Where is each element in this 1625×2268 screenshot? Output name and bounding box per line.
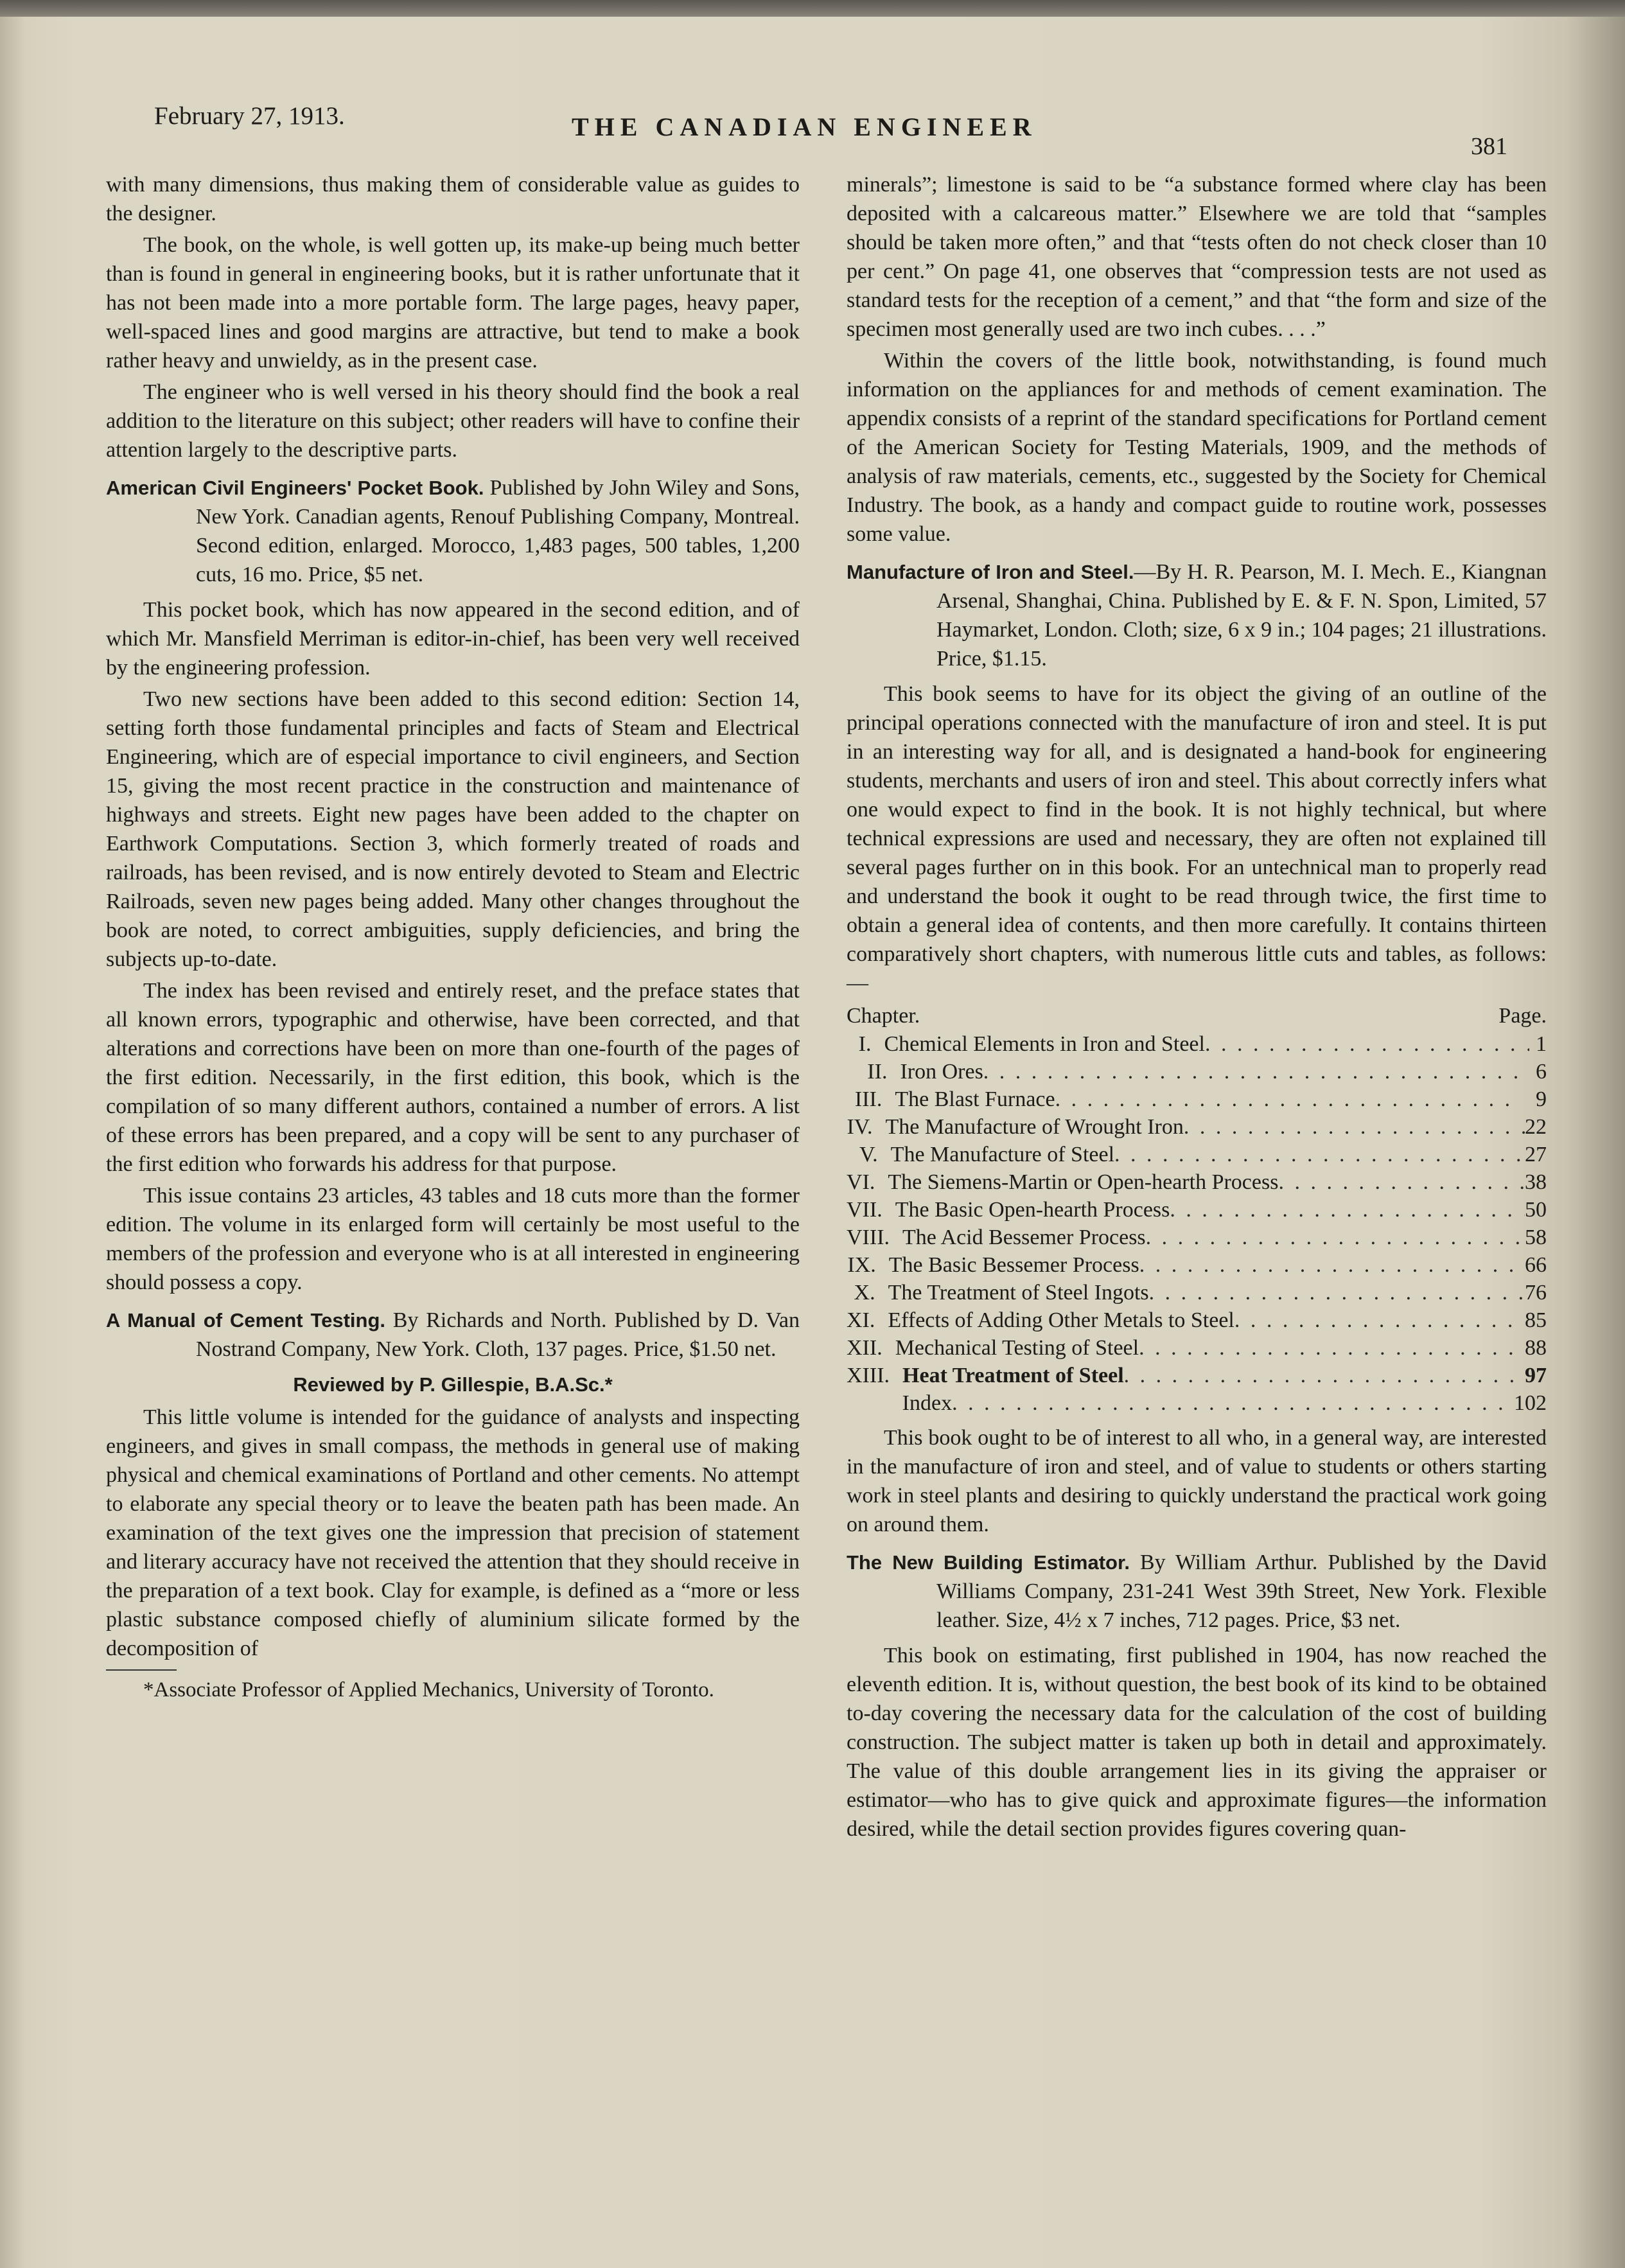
chapter-title: The Treatment of Steel Ingots <box>888 1281 1149 1305</box>
chapter-page: 66 <box>1525 1253 1547 1277</box>
chapter-number: X. <box>854 1281 875 1305</box>
chapter-table-header <box>847 1001 1547 1030</box>
chapter-page: 76 <box>1525 1281 1547 1305</box>
paragraph: Two new sections have been added to this second edition: Section 14, setting forth those fundamental principles and facts of Steam and Electrical Engineering, which are of especial importance to civil engineers, and Section 15, giving the most recent practice in the construction and maintenance of highways and streets. Eight new pages have been added to the chapter on Earthwork Computations. Section 3, which formerly treated of roads and railroads, has been revised, and is now entirely devoted to Steam and Electric Railroads, seven new pages being added. Many other changes throughout the book are noted, to correct ambiguities, supply deficiencies, and bring the subjects up-to-date. <box>106 687 800 971</box>
chapter-number: XII. <box>847 1336 883 1360</box>
chapter-row <box>847 1279 1547 1306</box>
chapter-row <box>847 1058 1547 1086</box>
chapter-number: VI. <box>847 1170 875 1194</box>
entry-publication: By William Arthur. Published by the David Williams Company, 231-241 West 39th Street, New York. Flexible leather. Size, 4½ x 7 inches, 712 pages. Price, $3 net. <box>936 1551 1547 1632</box>
header-date: February 27, 1913. <box>154 102 345 130</box>
chapter-title: Index <box>902 1391 953 1415</box>
chapter-page: 50 <box>1525 1198 1547 1222</box>
paragraph: This book on estimating, first published in 1904, has now reached the eleventh edition. It is, without question, the best book of its kind to be obtained to-day covering the necessary data for the calculation of the cost of building construction. The subject matter is taken up both in detail and approximately. The value of this double arrangement lies in its giving the appraiser or estimator—who has to give quick and approximate figures—the information desired, while the detail section provides figures covering quan- <box>847 1644 1547 1841</box>
leader-dots <box>1146 1224 1525 1251</box>
chapter-number: VII. <box>847 1198 883 1222</box>
chapter-row <box>847 1196 1547 1224</box>
leader-dots <box>1234 1306 1525 1334</box>
header-title: THE CANADIAN ENGINEER <box>572 112 1037 141</box>
book-edge <box>0 0 1625 17</box>
paragraph: This book ought to be of interest to all who, in a general way, are interested in the manufacture of iron and steel, and of value to students or others starting work in steel plants and desiring to quickly understand the practical work going on around them. <box>847 1426 1547 1536</box>
entry-publication: Published by John Wiley and Sons, New York. Canadian agents, Renouf Publishing Company, Montreal. Second edition, enlarged. Morocco, 1,483 pages, 500 tables, 1,200 cuts, 16 mo. Price, $5 net. <box>196 476 800 586</box>
leader-dots <box>1055 1086 1522 1113</box>
paragraph: with many dimensions, thus making them of considerable value as guides to the designer. <box>106 173 800 225</box>
chapter-title: Mechanical Testing of Steel <box>895 1336 1139 1360</box>
chapter-page: 97 <box>1525 1364 1547 1387</box>
chapter-number: IX. <box>847 1253 876 1277</box>
chapter-row <box>847 1362 1547 1389</box>
review-entry-pocket-book <box>106 473 800 589</box>
chapter-page: 9 <box>1536 1087 1547 1111</box>
chapter-row <box>847 1224 1547 1251</box>
leader-dots <box>1139 1251 1525 1279</box>
chapter-page: 88 <box>1525 1336 1547 1360</box>
leader-dots <box>1170 1196 1525 1224</box>
paragraph: This book seems to have for its object the giving of an outline of the principal operations connected with the manufacture of iron and steel. It is put in an interesting way for all, and is designated a hand-book for engineering students, merchants and users of iron and steel. This about correctly infers what one would expect to find in the book. It is not highly technical, but where technical expressions are used and necessary, they are often not explained till several pages further on in this book. For an untechnical man to properly read and understand the book it ought to be read through twice, the first time to obtain a general idea of contents, and then more carefully. It contains thirteen comparatively short chapters, with numerous little cuts and tables, as follows:— <box>847 682 1547 995</box>
page-column-label: Page. <box>1498 1004 1547 1028</box>
chapter-number: II. <box>867 1060 888 1084</box>
chapter-number: XI. <box>847 1308 875 1332</box>
entry-publication: By Richards and North. Published by D. Van Nostrand Company, New York. Cloth, 137 pages. Price, $1.50 net. <box>196 1308 800 1361</box>
chapter-title: The Acid Bessemer Process <box>902 1226 1146 1249</box>
leader-dots <box>983 1058 1518 1086</box>
leader-dots <box>1184 1113 1525 1141</box>
leader-dots <box>1205 1030 1529 1058</box>
chapter-row <box>847 1389 1547 1417</box>
chapter-page: 85 <box>1525 1308 1547 1332</box>
chapter-title: The Siemens-Martin or Open-hearth Process <box>888 1170 1279 1194</box>
leader-dots <box>1149 1279 1525 1306</box>
paragraph: Within the covers of the little book, notwithstanding, is found much information on the appliances for and methods of cement examination. The appendix consists of a reprint of the standard specifications for Portland cement of the American Society for Testing Materials, 1909, and the methods of analysis of raw materials, cements, etc., suggested by the Society for Chemical Industry. The book, as a handy and compact guide to routine work, possesses some value. <box>847 349 1547 546</box>
paragraph: The book, on the whole, is well gotten up, its make-up being much better than is found in general in engineering books, but it is rather unfortunate that it has not been made into a more portable form. The large pages, heavy paper, well-spaced lines and good margins are attractive, but tend to make a book rather heavy and unwieldy, as in the present case. <box>106 233 800 373</box>
chapter-number: XIII. <box>847 1364 890 1387</box>
chapter-page: 1 <box>1536 1032 1547 1056</box>
paragraph: minerals”; limestone is said to be “a substance formed where clay has been deposited with a calcareous matter.” Elsewhere we are told that “samples should be taken more often,” and that “tests often do not check closer than 10 per cent.” On page 41, one observes that “compression tests are not used as standard tests for the reception of a cement,” and that “the form and size of the specimen most generally used are two inch cubes. . . .” <box>847 173 1547 341</box>
chapter-page: 22 <box>1525 1115 1547 1139</box>
review-entry-cement-testing <box>106 1306 800 1364</box>
paragraph: The index has been revised and entirely reset, and the preface states that all known errors, typographic and otherwise, have been corrected, and that alterations and corrections have been on more than one-fourth of the pages of the first edition. Necessarily, in the first edition, this book, which is the compilation of so many different authors, contained a number of errors. A list of these errors has been prepared, and a copy will be sent to any purchaser of the first edition who forwards his address for that purpose. <box>106 979 800 1176</box>
left-column <box>106 170 800 1707</box>
chapter-row <box>847 1141 1547 1168</box>
chapter-row <box>847 1306 1547 1334</box>
chapter-number: I. <box>858 1032 872 1056</box>
chapter-number: III. <box>854 1087 883 1111</box>
chapter-number: IV. <box>847 1115 873 1139</box>
paragraph: This issue contains 23 articles, 43 tables and 18 cuts more than the former edition. The volume in its enlarged form will certainly be most useful to the members of the profession and everyone who is at all interested in engineering should possess a copy. <box>106 1184 800 1294</box>
chapter-title: The Manufacture of Steel <box>890 1143 1115 1166</box>
review-entry-iron-steel <box>847 558 1547 673</box>
entry-title: Manufacture of Iron and Steel. <box>847 561 1134 583</box>
chapter-row <box>847 1168 1547 1196</box>
chapter-title: The Basic Open-hearth Process <box>895 1198 1170 1222</box>
footnote: *Associate Professor of Applied Mechanics, University of Toronto. <box>143 1678 714 1701</box>
entry-publication: —By H. R. Pearson, M. I. Mech. E., Kiangnan Arsenal, Shanghai, China. Published by E. & F. N. Spon, Limited, 57 Haymarket, London. Cloth; size, 6 x 9 in.; 104 pages; 21 illustrations. Price, $1.15. <box>936 560 1547 671</box>
review-entry-building-estimator <box>847 1548 1547 1635</box>
leader-dots <box>1114 1141 1525 1168</box>
chapter-title: The Manufacture of Wrought Iron <box>885 1115 1184 1139</box>
chapter-row <box>847 1086 1547 1113</box>
leader-dots <box>1139 1334 1525 1362</box>
chapter-page: 38 <box>1525 1170 1547 1194</box>
chapter-title: Iron Ores <box>900 1060 983 1084</box>
chapter-page: 6 <box>1536 1060 1547 1084</box>
chapter-number: VIII. <box>847 1226 890 1249</box>
chapter-title: Heat Treatment of Steel <box>902 1364 1124 1387</box>
paragraph: This little volume is intended for the guidance of analysts and inspecting engineers, and gives in small compass, the methods in general use of making physical and chemical examinations of Portland and other cements. No attempt to elaborate any special theory or to leave the beaten path has been made. An examination of the text gives one the impression that precision of statement and literary accuracy have not received the attention that they should receive in the preparation of a text book. Clay for example, is defined as a “more or less plastic substance composed chiefly of aluminium silicate formed by the decomposition of <box>106 1405 800 1660</box>
chapter-page: 27 <box>1525 1143 1547 1166</box>
chapter-table <box>847 1001 1547 1417</box>
entry-title: The New Building Estimator. <box>847 1551 1130 1574</box>
running-header <box>0 96 1625 160</box>
chapter-row <box>847 1030 1547 1058</box>
header-page-number: 381 <box>1471 133 1507 160</box>
leader-dots <box>952 1389 1514 1417</box>
chapter-page: 102 <box>1514 1391 1547 1415</box>
chapter-row <box>847 1113 1547 1141</box>
chapter-title: Effects of Adding Other Metals to Steel <box>888 1308 1234 1332</box>
leader-dots <box>1278 1168 1525 1196</box>
entry-title: A Manual of Cement Testing. <box>106 1309 386 1332</box>
chapter-row <box>847 1334 1547 1362</box>
chapter-number: V. <box>859 1143 878 1166</box>
chapter-column-label: Chapter. <box>847 1004 920 1028</box>
entry-title: American Civil Engineers' Pocket Book. <box>106 477 484 499</box>
leader-dots <box>1124 1362 1525 1389</box>
chapter-title: Chemical Elements in Iron and Steel <box>884 1032 1205 1056</box>
chapter-title: The Blast Furnace <box>895 1087 1055 1111</box>
paragraph: This pocket book, which has now appeared in the second edition, and of which Mr. Mansfield Merriman is editor-in-chief, has been very well received by the engineering profession. <box>106 598 800 680</box>
right-column <box>847 170 1547 1846</box>
footnote-rule <box>106 1669 177 1671</box>
paragraph: The engineer who is well versed in his theory should find the book a real addition to the literature on this subject; other readers will have to confine their attention largely to the descriptive parts. <box>106 380 800 462</box>
chapter-page: 58 <box>1525 1226 1547 1249</box>
chapter-title: The Basic Bessemer Process <box>888 1253 1139 1277</box>
chapter-row <box>847 1251 1547 1279</box>
reviewer-line: Reviewed by P. Gillespie, B.A.Sc.* <box>293 1373 613 1396</box>
